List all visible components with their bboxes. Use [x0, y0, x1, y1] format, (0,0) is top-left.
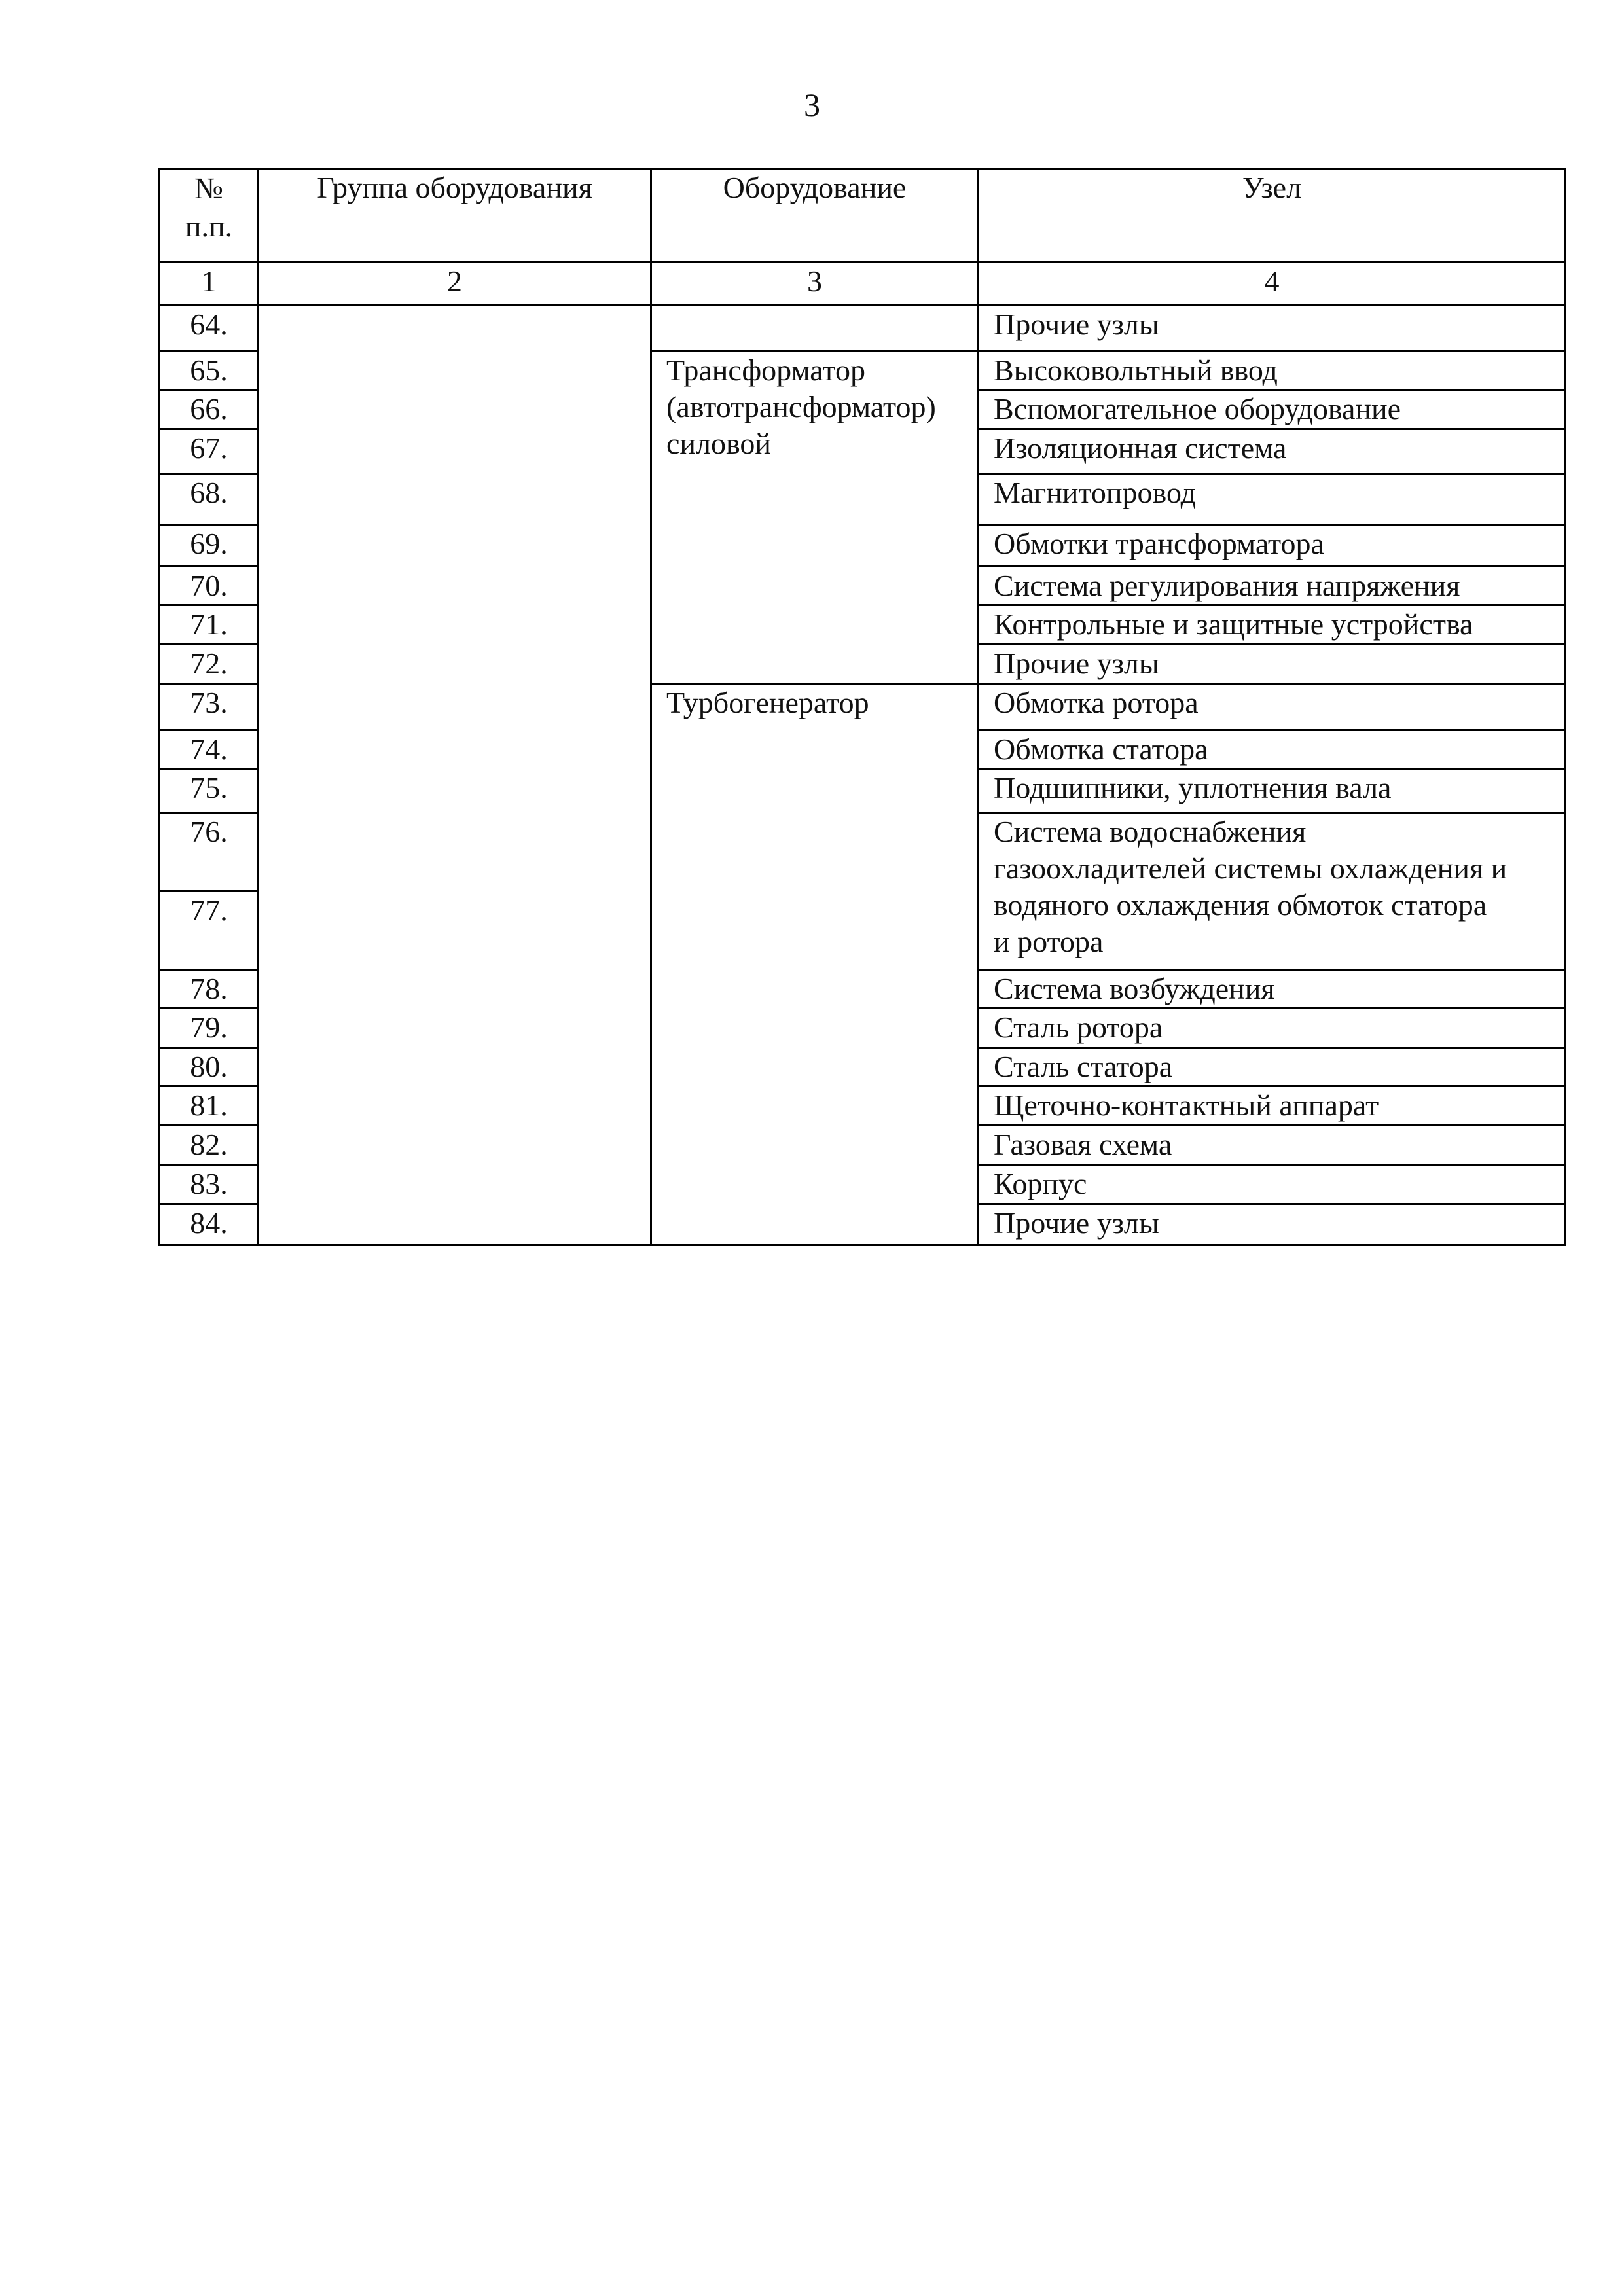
- page-number: 3: [804, 86, 820, 123]
- row-number: 79.: [160, 1009, 259, 1048]
- node-cell: Прочие узлы: [979, 645, 1566, 684]
- node-cell: Обмотка ротора: [979, 684, 1566, 730]
- row-number: 76.: [160, 813, 259, 891]
- node-cell: Прочие узлы: [979, 306, 1566, 351]
- node-cell: Система возбуждения: [979, 970, 1566, 1009]
- node-cell: Подшипники, уплотнения вала: [979, 769, 1566, 813]
- node-cell: Система регулирования напряжения: [979, 567, 1566, 605]
- node-cell: Обмотка статора: [979, 730, 1566, 769]
- row-number: 74.: [160, 730, 259, 769]
- equipment-group-cell: [259, 306, 651, 1245]
- header-equipment-group: Группа оборудования: [259, 169, 651, 262]
- equipment-line: Трансформатор: [666, 353, 865, 387]
- row-number: 75.: [160, 769, 259, 813]
- table-row: [160, 306, 1566, 351]
- row-number: 80.: [160, 1048, 259, 1086]
- node-line: и ротора: [994, 925, 1104, 958]
- node-cell: Прочие узлы: [979, 1204, 1566, 1245]
- node-cell: Изоляционная система: [979, 429, 1566, 474]
- row-number: 77.: [160, 891, 259, 970]
- row-number: 66.: [160, 390, 259, 429]
- row-number: 64.: [160, 306, 259, 351]
- row-number: 73.: [160, 684, 259, 730]
- row-number: 81.: [160, 1086, 259, 1126]
- row-number: 69.: [160, 525, 259, 567]
- node-cell: Сталь статора: [979, 1048, 1566, 1086]
- column-number-1: 1: [160, 262, 259, 306]
- node-cell-merged: [979, 813, 1566, 970]
- row-number: 84.: [160, 1204, 259, 1245]
- node-cell: Сталь ротора: [979, 1009, 1566, 1048]
- node-cell: Корпус: [979, 1165, 1566, 1204]
- node-cell: Газовая схема: [979, 1126, 1566, 1165]
- node-cell: Щеточно-контактный аппарат: [979, 1086, 1566, 1126]
- node-cell: Высоковольтный ввод: [979, 351, 1566, 390]
- equipment-turbogenerator: Турбогенератор: [651, 684, 979, 1245]
- equipment-transformer: [651, 351, 979, 684]
- node-cell: Контрольные и защитные устройства: [979, 605, 1566, 645]
- equipment-line: силовой: [666, 427, 772, 460]
- node-line: газоохладителей системы охлаждения и: [994, 852, 1507, 885]
- row-number: 72.: [160, 645, 259, 684]
- node-cell: Вспомогательное оборудование: [979, 390, 1566, 429]
- node-line: водяного охлаждения обмоток статора: [994, 888, 1487, 922]
- row-number: 83.: [160, 1165, 259, 1204]
- row-number: 67.: [160, 429, 259, 474]
- header-equipment: Оборудование: [651, 169, 979, 262]
- row-number: 71.: [160, 605, 259, 645]
- column-number-4: 4: [979, 262, 1566, 306]
- row-number: 78.: [160, 970, 259, 1009]
- column-number-3: 3: [651, 262, 979, 306]
- header-number: № п.п.: [160, 169, 259, 262]
- header-row: [160, 169, 1566, 262]
- node-line: Система водоснабжения: [994, 815, 1307, 848]
- row-number: 68.: [160, 474, 259, 525]
- equipment-line: (автотрансформатор): [666, 390, 936, 423]
- node-cell: Обмотки трансформатора: [979, 525, 1566, 567]
- column-number-2: 2: [259, 262, 651, 306]
- row-number: 65.: [160, 351, 259, 390]
- row-number: 70.: [160, 567, 259, 605]
- header-node: Узел: [979, 169, 1566, 262]
- equipment-cell: [651, 306, 979, 351]
- row-number: 82.: [160, 1126, 259, 1165]
- node-cell: Магнитопровод: [979, 474, 1566, 525]
- equipment-table: [158, 168, 1566, 1246]
- column-number-row: [160, 262, 1566, 306]
